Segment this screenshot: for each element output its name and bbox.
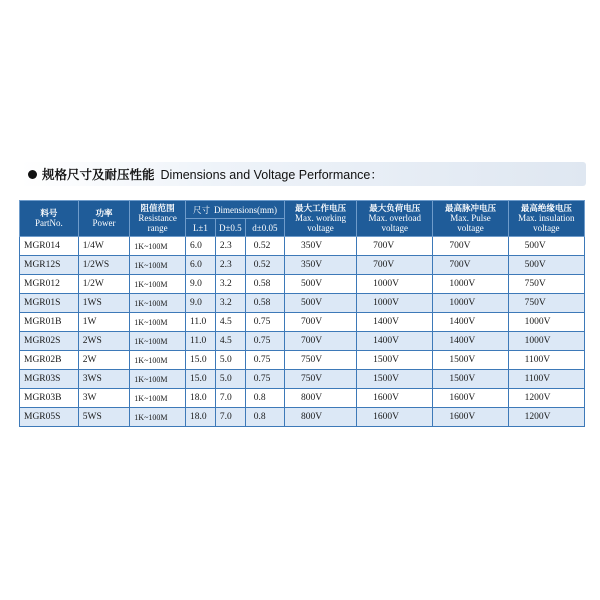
cell-part-no: MGR12S [20,256,79,275]
cell-resistance-range: 1K~100M [130,389,186,408]
cell-power: 2WS [78,332,130,351]
table-row [20,256,585,275]
cell-dim-d-body: 2.3 [215,237,245,256]
table-row [20,275,585,294]
cell-part-no: MGR03B [20,389,79,408]
heading-title-en: Dimensions and Voltage Performance： [160,168,383,182]
cell-dim-d-lead: 0.8 [245,389,284,408]
cell-max-insulation-voltage: 1000V [508,332,584,351]
cell-dim-l: 9.0 [185,275,215,294]
table-row [20,332,585,351]
cell-max-overload-voltage: 1600V [357,389,433,408]
table-row [20,389,585,408]
cell-max-pulse-voltage: 1600V [433,389,508,408]
cell-max-overload-voltage: 1400V [357,313,433,332]
cell-max-overload-voltage: 700V [357,256,433,275]
cell-max-pulse-voltage: 1400V [433,332,508,351]
cell-max-overload-voltage: 1000V [357,275,433,294]
cell-dim-d-lead: 0.52 [245,237,284,256]
cell-dim-l: 6.0 [185,256,215,275]
cell-power: 1WS [78,294,130,313]
cell-dim-l: 15.0 [185,370,215,389]
header-max-pulse-voltage: 最高脉冲电压 Max. Pulse voltage [433,201,508,237]
cell-power: 1/4W [78,237,130,256]
cell-max-working-voltage: 700V [284,332,356,351]
cell-max-working-voltage: 700V [284,313,356,332]
cell-max-pulse-voltage: 1500V [433,370,508,389]
cell-max-working-voltage: 350V [284,237,356,256]
cell-power: 1/2WS [78,256,130,275]
cell-max-overload-voltage: 700V [357,237,433,256]
header-dim-l: L±1 [185,219,215,237]
cell-dim-d-lead: 0.8 [245,408,284,427]
cell-dim-d-body: 5.0 [215,370,245,389]
cell-max-overload-voltage: 1500V [357,351,433,370]
cell-max-pulse-voltage: 1000V [433,294,508,313]
cell-max-insulation-voltage: 1100V [508,370,584,389]
cell-resistance-range: 1K~100M [130,351,186,370]
cell-max-pulse-voltage: 1500V [433,351,508,370]
cell-max-insulation-voltage: 1200V [508,408,584,427]
header-resistance-range: 阻值范围 Resistance range [130,201,186,237]
cell-part-no: MGR03S [20,370,79,389]
header-power: 功率 Power [78,201,130,237]
header-max-overload-voltage: 最大负荷电压 Max. overload voltage [357,201,433,237]
cell-dim-d-body: 3.2 [215,275,245,294]
cell-power: 3W [78,389,130,408]
cell-dim-d-lead: 0.75 [245,313,284,332]
heading-title-cn: 规格尺寸及耐压性能 [42,167,155,182]
cell-max-overload-voltage: 1400V [357,332,433,351]
cell-max-working-voltage: 750V [284,351,356,370]
cell-part-no: MGR014 [20,237,79,256]
cell-resistance-range: 1K~100M [130,370,186,389]
cell-resistance-range: 1K~100M [130,313,186,332]
cell-max-working-voltage: 750V [284,370,356,389]
cell-dim-d-body: 3.2 [215,294,245,313]
cell-max-working-voltage: 350V [284,256,356,275]
cell-max-pulse-voltage: 700V [433,256,508,275]
cell-max-overload-voltage: 1500V [357,370,433,389]
cell-max-insulation-voltage: 750V [508,275,584,294]
cell-part-no: MGR01B [20,313,79,332]
cell-resistance-range: 1K~100M [130,237,186,256]
cell-resistance-range: 1K~100M [130,332,186,351]
cell-dim-d-lead: 0.75 [245,332,284,351]
cell-resistance-range: 1K~100M [130,408,186,427]
cell-max-working-voltage: 500V [284,275,356,294]
cell-dim-l: 11.0 [185,313,215,332]
cell-part-no: MGR01S [20,294,79,313]
cell-dim-l: 11.0 [185,332,215,351]
cell-max-insulation-voltage: 500V [508,256,584,275]
table-body [20,237,585,427]
cell-dim-l: 15.0 [185,351,215,370]
cell-dim-d-body: 5.0 [215,351,245,370]
spec-table [19,200,585,427]
cell-max-insulation-voltage: 750V [508,294,584,313]
header-dim-d-body: D±0.5 [215,219,245,237]
cell-max-working-voltage: 800V [284,389,356,408]
table-row [20,370,585,389]
cell-power: 1/2W [78,275,130,294]
cell-dim-d-body: 7.0 [215,389,245,408]
cell-dim-d-lead: 0.75 [245,351,284,370]
cell-part-no: MGR012 [20,275,79,294]
cell-part-no: MGR02B [20,351,79,370]
cell-max-working-voltage: 500V [284,294,356,313]
table-row [20,294,585,313]
cell-dim-l: 9.0 [185,294,215,313]
cell-resistance-range: 1K~100M [130,294,186,313]
cell-max-pulse-voltage: 1600V [433,408,508,427]
cell-dim-d-body: 4.5 [215,332,245,351]
cell-power: 1W [78,313,130,332]
header-part-no: 料号 PartNo. [20,201,79,237]
cell-dim-d-lead: 0.58 [245,275,284,294]
cell-max-insulation-voltage: 1100V [508,351,584,370]
cell-power: 5WS [78,408,130,427]
header-max-insulation-voltage: 最高绝缘电压 Max. insulation voltage [508,201,584,237]
cell-dim-d-body: 7.0 [215,408,245,427]
cell-part-no: MGR05S [20,408,79,427]
cell-max-pulse-voltage: 1400V [433,313,508,332]
cell-max-overload-voltage: 1600V [357,408,433,427]
cell-dim-d-lead: 0.75 [245,370,284,389]
cell-max-pulse-voltage: 700V [433,237,508,256]
cell-max-insulation-voltage: 500V [508,237,584,256]
cell-power: 2W [78,351,130,370]
table-row [20,313,585,332]
cell-part-no: MGR02S [20,332,79,351]
header-dimensions: 尺寸 Dimensions(mm) [185,201,284,219]
table-row [20,237,585,256]
cell-resistance-range: 1K~100M [130,256,186,275]
cell-dim-d-body: 2.3 [215,256,245,275]
cell-max-overload-voltage: 1000V [357,294,433,313]
header-max-working-voltage: 最大工作电压 Max. working voltage [284,201,356,237]
header-dim-d-lead: d±0.05 [245,219,284,237]
cell-max-insulation-voltage: 1000V [508,313,584,332]
cell-dim-l: 18.0 [185,408,215,427]
cell-max-insulation-voltage: 1200V [508,389,584,408]
bullet-icon [28,170,37,179]
cell-max-working-voltage: 800V [284,408,356,427]
section-heading [20,162,586,186]
table-row [20,351,585,370]
cell-power: 3WS [78,370,130,389]
cell-dim-d-lead: 0.58 [245,294,284,313]
cell-dim-d-lead: 0.52 [245,256,284,275]
cell-max-pulse-voltage: 1000V [433,275,508,294]
table-row [20,408,585,427]
cell-dim-d-body: 4.5 [215,313,245,332]
cell-dim-l: 6.0 [185,237,215,256]
cell-resistance-range: 1K~100M [130,275,186,294]
cell-dim-l: 18.0 [185,389,215,408]
